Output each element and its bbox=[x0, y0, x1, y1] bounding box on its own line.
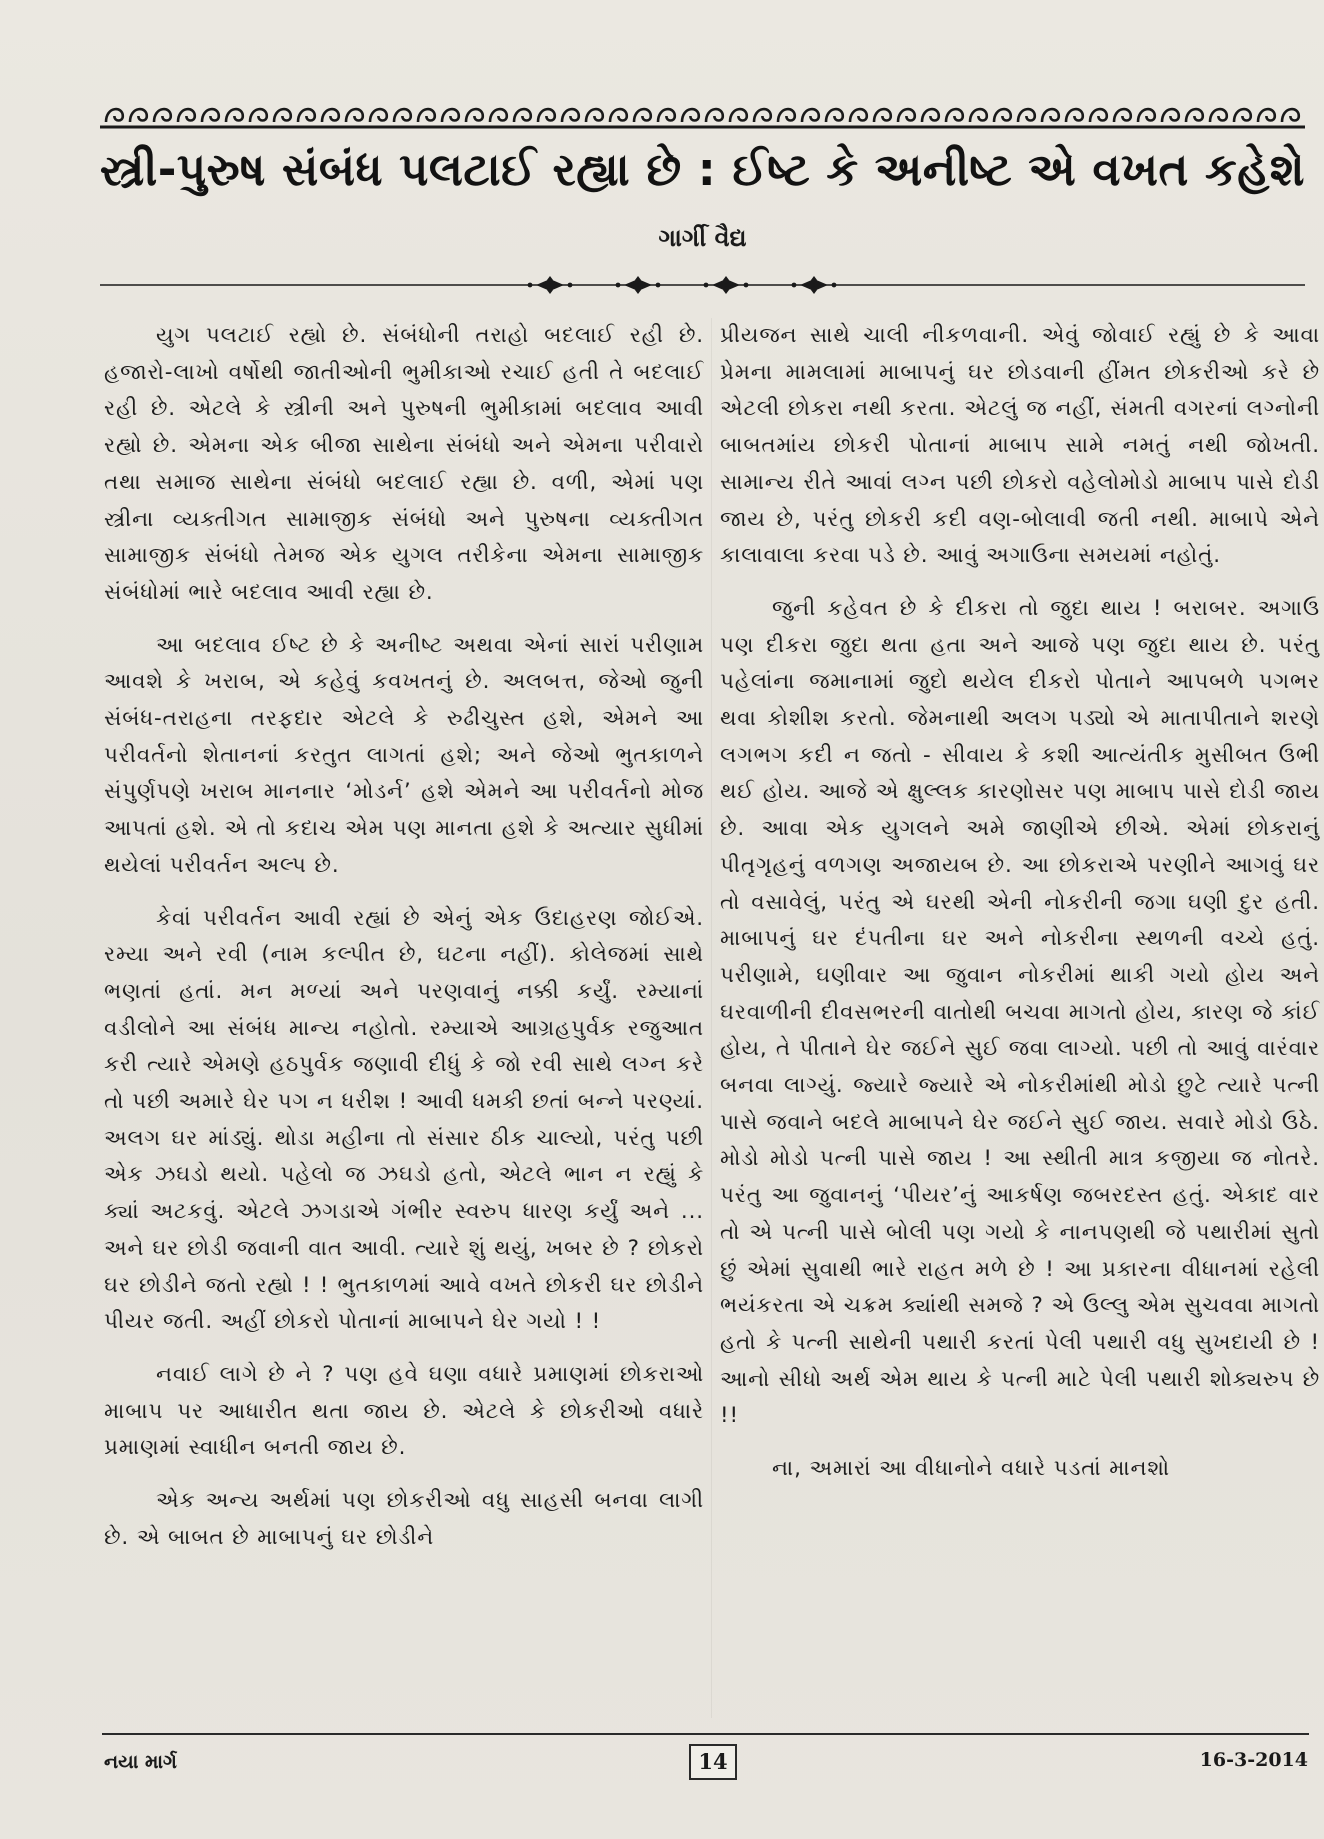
paragraph: યુગ પલટાઈ રહ્યો છે. સંબંધોની તરાહો બદલાઈ રહી છે. હજારો-લાખો વર્ષોથી જાતીઓની ભુમીકાઓ રચાઈ હતી તે બદલાઈ રહી છે. એટલે કે સ્ત્રીની અને પુરુષની ભુમીકામાં બદલાવ આવી રહ્યો છે. એમના એક બીજા સાથેના સંબંધો અને એમના પરીવારો તથા સમાજ સાથેના સંબંધો બદલાઈ રહ્યા છે. વળી, એમાં પણ સ્ત્રીના વ્યક્તીગત સામાજીક સંબંધો અને પુરુષના વ્યક્તીગત સામાજીક સંબંધો તેમજ એક યુગલ તરીકેના એમના સામાજીક સંબંધોમાં ભારે બદલાવ આવી રહ્યા છે. bbox=[104, 323, 704, 605]
paragraph: પ્રીયજન સાથે ચાલી નીકળવાની. એવું જોવાઈ રહ્યું છે કે આવા પ્રેમના મામલામાં માબાપનું ઘર છોડવાની હીંમત છોકરીઓ કરે છે એટલી છોકરા નથી કરતા. એટલું જ નહીં, સંમતી વગરનાં લગ્નોની બાબતમાંય છોકરી પોતાનાં માબાપ સામે નમતું નથી જોખતી. સામાન્ય રીતે આવાં લગ્ન પછી છોકરો વહેલોમોડો માબાપ પાસે દોડી જાય છે, પરંતુ છોકરી કદી વણ-બોલાવી જતી નથી. માબાપે એને કાલાવાલા કરવા પડે છે. આવું અગાઉના સમયમાં નહોતું. bbox=[720, 323, 1320, 569]
author-byline: ગાર્ગી વૈદ્ય bbox=[658, 224, 747, 252]
article-column-right bbox=[720, 318, 1320, 1725]
publication-name: નયા માર્ગ bbox=[104, 1751, 177, 1773]
column-gutter bbox=[711, 318, 712, 1718]
footer-rule bbox=[102, 1733, 1309, 1735]
paragraph: કેવાં પરીવર્તન આવી રહ્યાં છે એનું એક ઉદાહરણ જોઈએ. રમ્યા અને રવી (નામ કલ્પીત છે, ઘટના નહીં). કોલેજમાં સાથે ભણતાં હતાં. મન મળ્યાં અને પરણવાનું નક્કી કર્યું. રમ્યાનાં વડીલોને આ સંબંધ માન્ય નહોતો. રમ્યાએ આગ્રહપુર્વક રજુઆત કરી ત્યારે એમણે હઠપુર્વક જણાવી દીધું કે જો રવી સાથે લગ્ન કરે તો પછી અમારે ઘેર પગ ન ધરીશ ! આવી ધમકી છતાં બન્ને પરણ્યાં. અલગ ઘર માંડ્યું. થોડા મહીના તો સંસાર ઠીક ચાલ્યો, પરંતુ પછી એક ઝઘડો થયો. પહેલો જ ઝઘડો હતો, એટલે ભાન ન રહ્યું કે ક્યાં અટકવું. એટલે ઝગડાએ ગંભીર સ્વરુપ ધારણ કર્યું અને ... અને ઘર છોડી જવાની વાત આવી. ત્યારે શું થયું, ખબર છે ? છોકરો ઘર છોડીને જતો રહ્યો ! ! ભુતકાળમાં આવે વખતે છોકરી ઘર છોડીને પીયર જતી. અહીં છોકરો પોતાનાં માબાપને ઘેર ગયો ! ! bbox=[104, 905, 704, 1335]
issue-date: 16-3-2014 bbox=[1199, 1749, 1308, 1771]
ornamental-divider bbox=[100, 270, 1305, 300]
paragraph: આ બદલાવ ઈષ્ટ છે કે અનીષ્ટ અથવા એનાં સારાં પરીણામ આવશે કે ખરાબ, એ કહેવું કવખતનું છે. અલબત્ત, જેઓ જુની સંબંધ-તરાહના તરફદાર એટલે કે રુઢીચુસ્ત હશે, એમને આ પરીવર્તનો શેતાનનાં કરતુત લાગતાં હશે; અને જેઓ ભુતકાળને સંપુર્ણપણે ખરાબ માનનાર ‘મોડર્ન’ હશે એમને આ પરીવર્તનો મોજ આપતાં હશે. એ તો કદાચ એમ પણ માનતા હશે કે અત્યાર સુધીમાં થયેલાં પરીવર્તન અલ્પ છે. bbox=[104, 632, 704, 878]
page-number: 14 bbox=[689, 1744, 737, 1780]
article-column-left bbox=[104, 318, 704, 1725]
paragraph: નવાઈ લાગે છે ને ? પણ હવે ઘણા વધારે પ્રમાણમાં છોકરાઓ માબાપ પર આધારીત થતા જાય છે. એટલે કે છોકરીઓ વધારે પ્રમાણમાં સ્વાધીન બનતી જાય છે. bbox=[104, 1361, 704, 1461]
decorative-border-top bbox=[100, 100, 1305, 132]
article-headline: સ્ત્રી-પુરુષ સંબંધ પલટાઈ રહ્યા છે : ઈષ્ટ કે અનીષ્ટ એ વખત કહેશે bbox=[100, 143, 1305, 196]
paragraph: એક અન્ય અર્થમાં પણ છોકરીઓ વધુ સાહસી બનવા લાગી છે. એ બાબત છે માબાપનું ઘર છોડીને bbox=[104, 1488, 704, 1550]
paragraph: ના, અમારાં આ વીધાનોને વધારે પડતાં માનશો bbox=[772, 1456, 1171, 1482]
paragraph: જુની કહેવત છે કે દીકરા તો જુદા થાય ! બરાબર. અગાઉ પણ દીકરા જુદા થતા હતા અને આજે પણ જુદા થાય છે. પરંતુ પહેલાંના જમાનામાં જુદો થયેલ દીકરો પોતાને આપબળે પગભર થવા કોશીશ કરતો. જેમનાથી અલગ પડ્યો એ માતાપીતાને શરણે લગભગ કદી ન જતો - સીવાય કે કશી આત્યંતીક મુસીબત ઉભી થઈ હોય. આજે એ ક્ષુલ્લક કારણોસર પણ માબાપ પાસે દોડી જાય છે. આવા એક યુગલને અમે જાણીએ છીએ. એમાં છોકરાનું પીતૃગૃહનું વળગણ અજાયબ છે. આ છોકરાએ પરણીને આગવું ઘર તો વસાવેલું, પરંતુ એ ઘરથી એની નોકરીની જગા ઘણી દુર હતી. માબાપનું ઘર દંપતીના ઘર અને નોકરીના સ્થળની વચ્ચે હતું. પરીણામે, ઘણીવાર આ જુવાન નોકરીમાં થાકી ગયો હોય અને ઘરવાળીની દીવસભરની વાતોથી બચવા માગતો હોય, કારણ જે કાંઈ હોય, તે પીતાને ઘેર જઈને સુઈ જવા લાગ્યો. પછી તો આવું વારંવાર બનવા લાગ્યું. જ્યારે જ્યારે એ નોકરીમાંથી મોડો છુટે ત્યારે પત્ની પાસે જવાને બદલે માબાપને ઘેર જઈને સુઈ જાય. સવારે મોડો ઉઠે. મોડો મોડો પત્ની પાસે જાય ! આ સ્થીતી માત્ર કજીયા જ નોતરે. પરંતુ આ જુવાનનું ‘પીયર’નું આકર્ષણ જબરદસ્ત હતું. એકાદ વાર તો એ પત્ની પાસે બોલી પણ ગયો કે નાનપણથી જે પથારીમાં સુતો છું એમાં સુવાથી ભારે રાહત મળે છે ! આ પ્રકારના વીધાનમાં રહેલી ભયંકરતા એ ચક્રમ ક્યાંથી સમજે ? એ ઉલ્લુ એમ સુચવવા માગતો હતો કે પત્ની સાથેની પથારી કરતાં પેલી પથારી વધુ સુખદાયી છે ! આનો સીધો અર્થ એમ થાય કે પત્ની માટે પેલી પથારી શોક્યરુપ છે !! bbox=[720, 595, 1320, 1429]
